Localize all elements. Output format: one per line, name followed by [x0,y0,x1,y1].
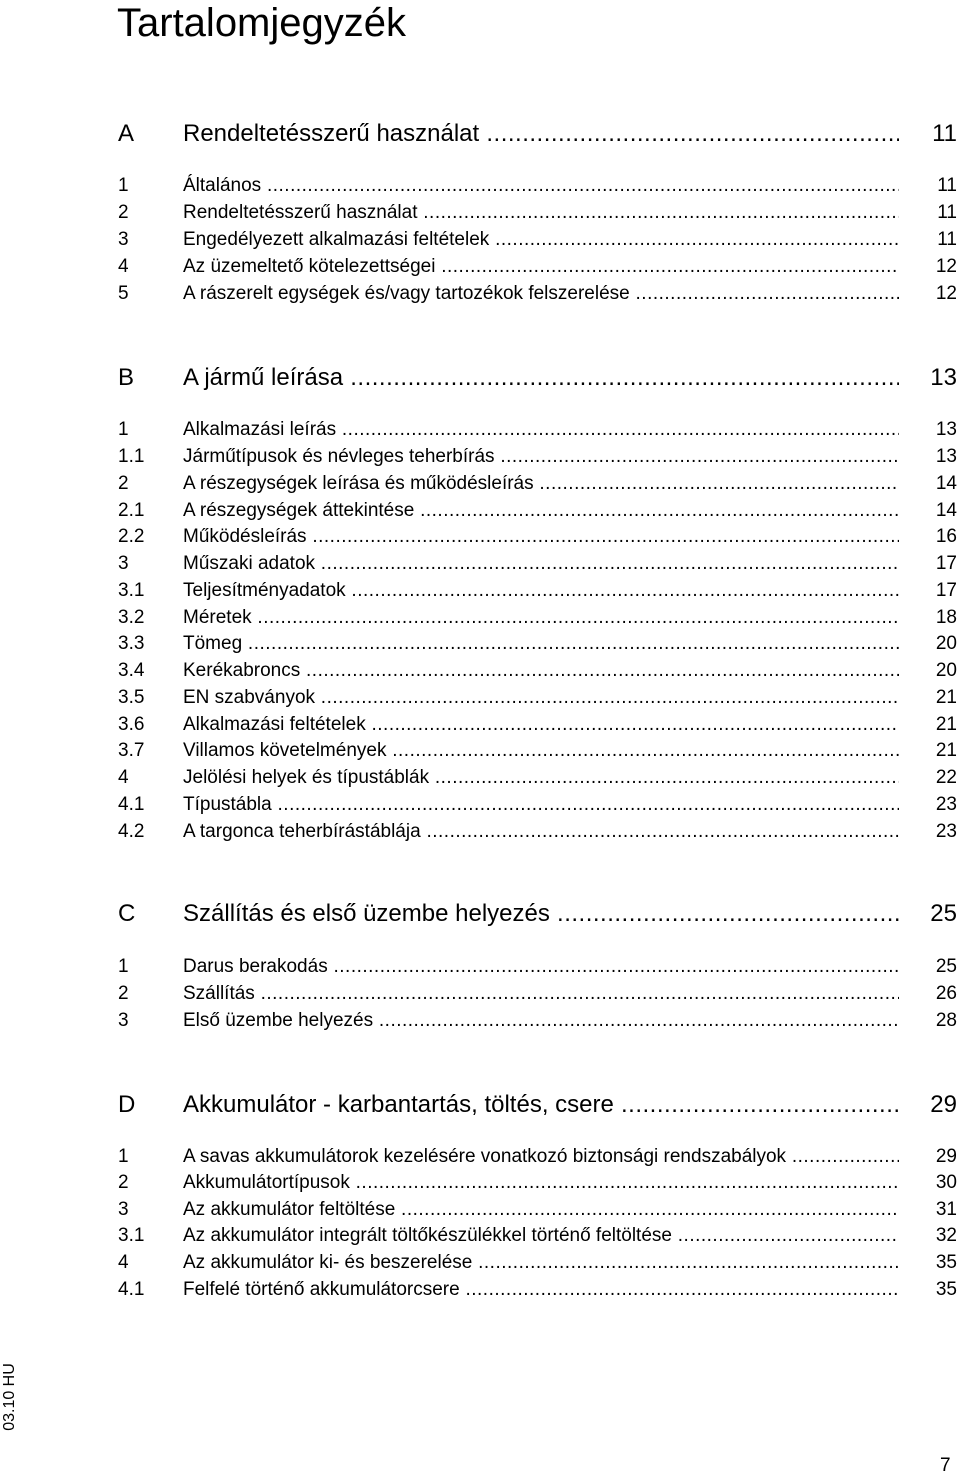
entry-number: 3.4 [118,660,145,681]
toc-entry[interactable] [0,657,960,684]
entry-number: 3.6 [118,714,145,735]
entry-number: 4 [118,256,129,277]
toc-entry[interactable] [0,711,960,738]
toc-entry[interactable] [0,1196,960,1223]
entry-title: Az akkumulátor integrált töltőkészülékkel történő feltöltése ..... [183,1222,899,1249]
section-title: Rendeltetésszerű használat ..... [183,118,899,150]
toc-entry[interactable] [0,1249,960,1276]
entry-page: 14 [935,500,957,521]
entry-page: 23 [935,821,957,842]
entry-number: 2.2 [118,526,145,547]
entry-page: 16 [935,526,957,547]
page-number: 7 [940,1455,951,1476]
entry-number: 2.1 [118,500,145,521]
entry-title: Rendeltetésszerű használat ..... [183,199,899,226]
entry-number: 3.2 [118,607,145,628]
section-title: Akkumulátor - karbantartás, töltés, csere ..... [183,1089,899,1121]
entry-page: 35 [935,1279,957,1300]
entry-number: 1 [118,175,129,196]
entry-number: 2 [118,473,129,494]
entry-page: 35 [935,1252,957,1273]
entry-page: 28 [935,1010,957,1031]
toc-entry[interactable] [0,630,960,657]
entry-number: 3 [118,553,129,574]
entry-page: 13 [935,446,957,467]
toc-entry[interactable] [0,737,960,764]
entry-number: 4.1 [118,794,145,815]
toc-entry[interactable] [0,1222,960,1249]
entry-number: 3 [118,1199,129,1220]
entry-title: Működésleírás ..... [183,523,899,550]
section-page: 11 [932,120,957,147]
section-letter: D [118,1091,136,1118]
toc-entry[interactable] [0,497,960,524]
entry-page: 31 [935,1199,957,1220]
entry-page: 30 [935,1172,957,1193]
entry-title: Akkumulátortípusok ..... [183,1169,899,1196]
toc-entry[interactable] [0,684,960,711]
entry-title: EN szabványok ..... [183,684,899,711]
entry-number: 3 [118,1010,129,1031]
entry-title: Darus berakodás ..... [183,953,899,980]
entry-title: Kerékabroncs ..... [183,657,899,684]
entry-page: 22 [935,767,957,788]
entry-title: Az akkumulátor ki- és beszerelése ..... [183,1249,899,1276]
entry-page: 11 [937,229,957,250]
toc-entry[interactable] [0,1276,960,1303]
toc-entry[interactable] [0,226,960,253]
entry-number: 2 [118,202,129,223]
entry-title: Az akkumulátor feltöltése ..... [183,1196,899,1223]
toc-entry[interactable] [0,1143,960,1170]
toc-entry[interactable] [0,523,960,550]
entry-page: 17 [935,580,957,601]
toc-entry[interactable] [0,818,960,845]
entry-page: 18 [935,607,957,628]
toc-entry[interactable] [0,1007,960,1034]
entry-page: 20 [935,660,957,681]
entry-number: 3.3 [118,633,145,654]
entry-number: 1 [118,1146,129,1167]
entry-page: 13 [935,419,957,440]
section-title: A jármű leírása ..... [183,362,899,394]
entry-title: Teljesítményadatok ..... [183,577,899,604]
toc-entry[interactable] [0,604,960,631]
entry-title: A rászerelt egységek és/vagy tartozékok felszerelése ..... [183,280,899,307]
toc-entry[interactable] [0,764,960,791]
section-heading[interactable] [0,1089,960,1121]
entry-number: 4 [118,767,129,788]
entry-title: Műszaki adatok ..... [183,550,899,577]
section-letter: C [118,900,136,927]
section-letter: B [118,364,135,391]
entry-number: 4 [118,1252,129,1273]
entry-title: A targonca teherbírástáblája ..... [183,818,899,845]
section-page: 29 [930,1091,957,1118]
entry-title: A részegységek leírása és működésleírás ..... [183,470,899,497]
entry-title: A részegységek áttekintése ..... [183,497,899,524]
entry-page: 21 [935,740,957,761]
entry-page: 12 [935,283,957,304]
entry-page: 11 [937,202,957,223]
entry-title: Első üzembe helyezés ..... [183,1007,899,1034]
entry-title: Járműtípusok és névleges teherbírás ..... [183,443,899,470]
entry-page: 11 [937,175,957,196]
entry-page: 14 [935,473,957,494]
entry-title: Jelölési helyek és típustáblák ..... [183,764,899,791]
entry-title: A savas akkumulátorok kezelésére vonatkozó biztonsági rendszabályok ..... [183,1143,899,1170]
entry-number: 2 [118,1172,129,1193]
entry-number: 1 [118,956,129,977]
entry-title: Villamos követelmények ..... [183,737,899,764]
entry-title: Engedélyezett alkalmazási feltételek ..... [183,226,899,253]
toc-entry[interactable] [0,953,960,980]
entry-number: 3.7 [118,740,145,761]
entry-page: 17 [935,553,957,574]
entry-title: Alkalmazási leírás ..... [183,416,899,443]
section-letter: A [118,120,135,147]
entry-title: Tömeg ..... [183,630,899,657]
toc-entry[interactable] [0,280,960,307]
entry-number: 3.1 [118,1225,145,1246]
section-title: Szállítás és első üzembe helyezés ..... [183,898,899,930]
edition-text: 03.10 HU [1,1363,18,1431]
entry-number: 3.5 [118,687,145,708]
page-title: Tartalomjegyzék [117,1,407,45]
entry-number: 1.1 [118,446,145,467]
section-heading[interactable] [0,118,960,150]
toc-entry[interactable] [0,443,960,470]
toc-entry[interactable] [0,1169,960,1196]
entry-number: 4.2 [118,821,145,842]
edition-label [0,1352,20,1442]
toc-entry[interactable] [0,470,960,497]
entry-title: Típustábla ..... [183,791,899,818]
entry-page: 25 [935,956,957,977]
entry-page: 12 [935,256,957,277]
section-heading[interactable] [0,362,960,394]
entry-title: Méretek ..... [183,604,899,631]
toc-entry[interactable] [0,980,960,1007]
entry-number: 3 [118,229,129,250]
entry-number: 2 [118,983,129,1004]
toc-entry[interactable] [0,550,960,577]
entry-page: 21 [935,714,957,735]
entry-title: Felfelé történő akkumulátorcsere ..... [183,1276,899,1303]
entry-page: 26 [935,983,957,1004]
entry-number: 4.1 [118,1279,145,1300]
entry-number: 5 [118,283,129,304]
section-page: 25 [930,900,957,927]
entry-page: 29 [935,1146,957,1167]
section-heading[interactable] [0,898,960,930]
toc-entry[interactable] [0,172,960,199]
entry-number: 1 [118,419,129,440]
entry-title: Alkalmazási feltételek ..... [183,711,899,738]
toc-entry[interactable] [0,577,960,604]
toc-entry[interactable] [0,416,960,443]
entry-page: 20 [935,633,957,654]
toc-entry[interactable] [0,253,960,280]
entry-title: Az üzemeltető kötelezettségei ..... [183,253,899,280]
section-page: 13 [930,364,957,391]
entry-page: 23 [935,794,957,815]
toc-entry[interactable] [0,791,960,818]
entry-page: 21 [935,687,957,708]
entry-number: 3.1 [118,580,145,601]
entry-title: Általános ..... [183,172,899,199]
entry-title: Szállítás ..... [183,980,899,1007]
entry-page: 32 [935,1225,957,1246]
toc-entry[interactable] [0,199,960,226]
